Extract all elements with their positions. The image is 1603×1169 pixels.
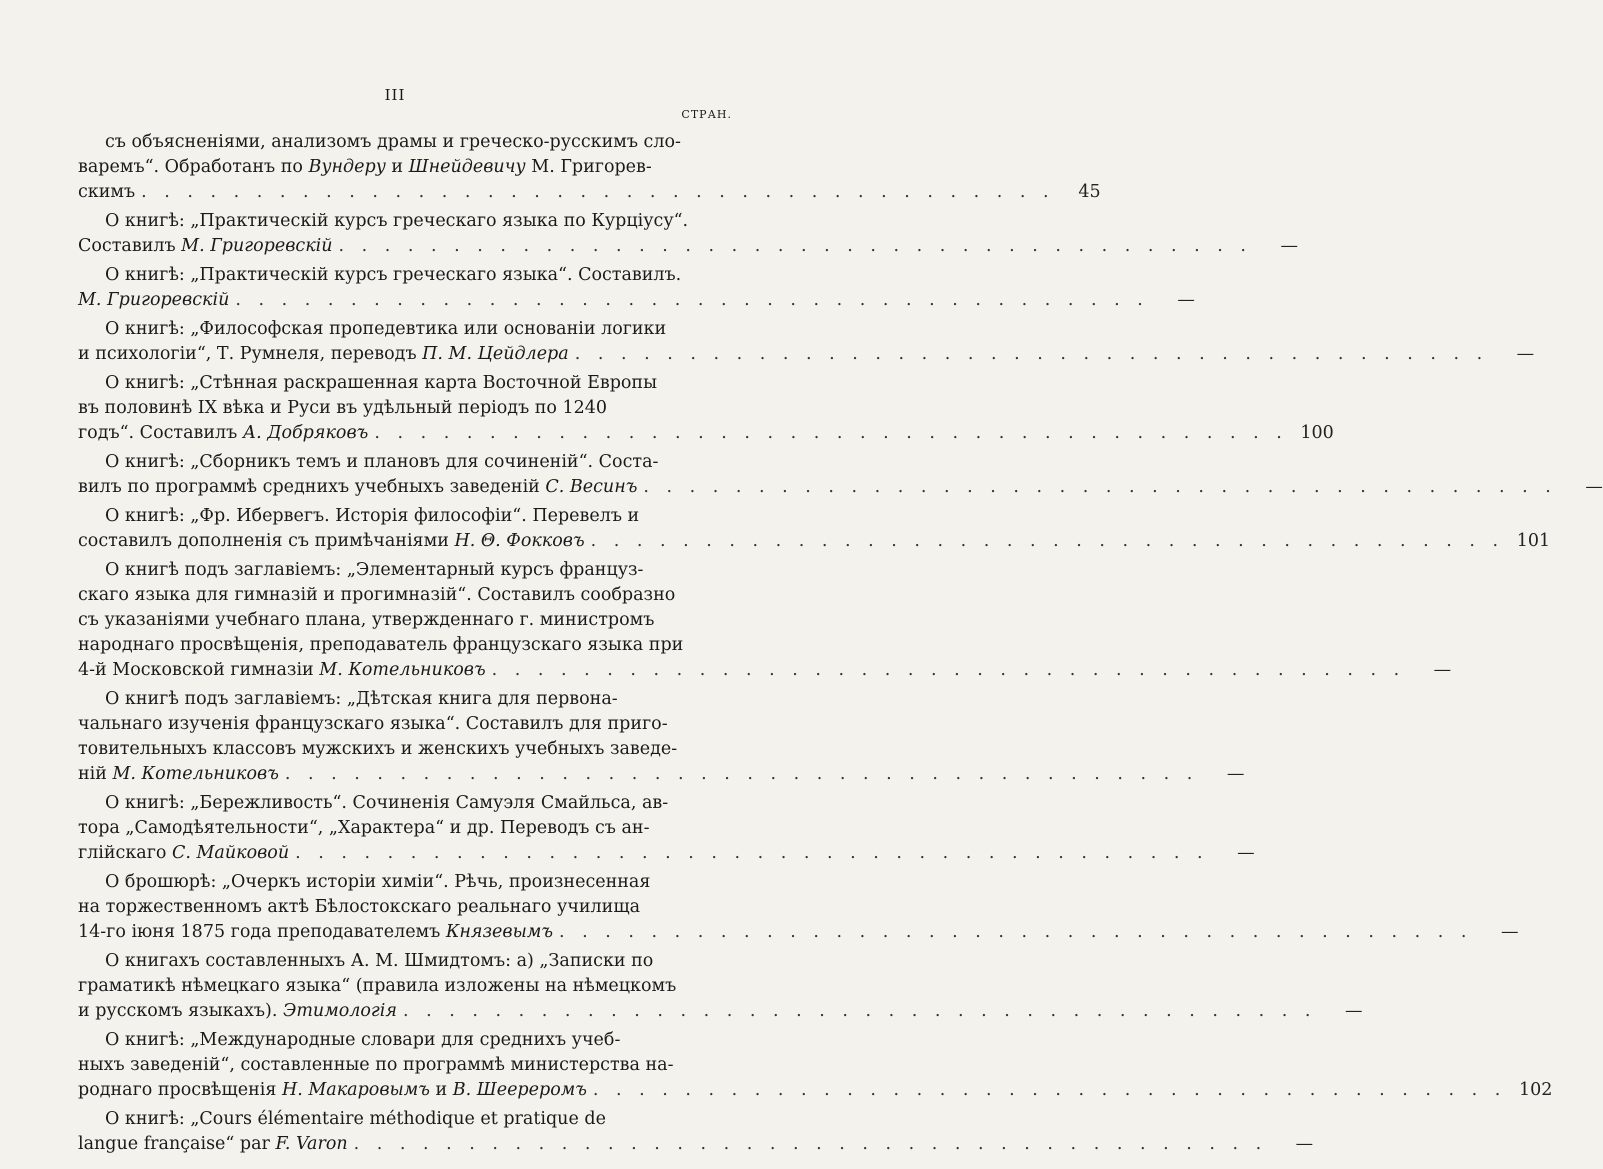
entry-text: О книгѣ: „Практическій курсъ греческаго языка“. Составилъ. <box>105 265 682 285</box>
author-name: Вундеру <box>308 157 386 177</box>
entry-text: скимъ <box>78 182 136 202</box>
contents-entry <box>78 263 1195 313</box>
entry-line <box>78 920 1519 945</box>
leader-dots: . . . . . . . . . . . . . . . . . . . . . . . . . . . . . . . . . . . . . . . . <box>592 1080 1507 1100</box>
leader-dots: . . . . . . . . . . . . . . . . . . . . . . . . . . . . . . . . . . . . . . . . <box>574 344 1489 364</box>
entry-line <box>78 816 730 841</box>
entry-line <box>78 234 1298 259</box>
entry-line <box>78 583 730 608</box>
entry-line <box>78 371 730 396</box>
entry-text: товительныхъ классовъ мужскихъ и женскихъ учебныхъ заведе- <box>78 739 678 759</box>
contents-entry <box>78 317 1535 367</box>
entry-text: ныхъ заведеній“, составленные по программѣ министерства на- <box>78 1055 674 1075</box>
entry-line <box>78 633 730 658</box>
entry-line <box>78 658 1452 683</box>
author-name: Н. Θ. Фокковъ <box>454 531 585 551</box>
entry-page-number: — <box>1226 764 1245 784</box>
contents-entry <box>78 791 1255 866</box>
leader-dots: . . . . . . . . . . . . . . . . . . . . . . . . . . . . . . . . . . . . . . . . <box>374 423 1288 443</box>
entry-text: тора „Самодѣятельности“, „Характера“ и др. Переводъ съ ан- <box>78 818 650 838</box>
table-of-contents <box>78 130 1603 1161</box>
entry-text: роднаго просвѣщенія Н. Макаровымъ и В. Шеереромъ <box>78 1080 587 1100</box>
entry-page-number: — <box>1280 236 1298 256</box>
entry-text: О книгѣ: „Практическій курсъ греческаго языка по Курціусу“. <box>105 211 689 231</box>
entry-text: годъ“. Составилъ А. Добряковъ <box>78 423 369 443</box>
entry-page-number: — <box>1344 1001 1363 1021</box>
entry-text: ній М. Котельниковъ <box>78 764 279 784</box>
entry-text: граматикѣ нѣмецкаго языка“ (правила изложены на нѣмецкомъ <box>78 976 677 996</box>
leader-dots: . . . . . . . . . . . . . . . . . . . . . . . . . . . . . . . . . . . . . . . . <box>338 236 1252 256</box>
entry-line <box>78 791 730 816</box>
entry-line <box>78 895 730 920</box>
author-name: Этимологія <box>282 1001 397 1021</box>
entry-line <box>78 1078 1553 1103</box>
author-name: М. Котельниковъ <box>319 660 486 680</box>
contents-entry <box>78 687 1245 787</box>
entry-line <box>78 317 730 342</box>
contents-entry <box>78 450 1603 500</box>
entry-line <box>78 263 730 288</box>
entry-text: О книгѣ: „Cours élémentaire méthodique et pratique de <box>105 1109 606 1129</box>
entry-line <box>78 712 730 737</box>
entry-page-number: 45 <box>1078 182 1101 202</box>
entry-line <box>78 396 730 421</box>
entry-line <box>78 608 730 633</box>
leader-dots: . . . . . . . . . . . . . . . . . . . . . . . . . . . . . . . . . . . . . . . . <box>491 660 1406 680</box>
contents-entry <box>78 371 1334 446</box>
entry-line <box>78 130 730 155</box>
entry-page-number: 101 <box>1516 531 1551 551</box>
entry-line <box>78 1132 1314 1157</box>
entry-text: съ указаніями учебнаго плана, утвержденнаго г. министромъ <box>78 610 655 630</box>
page-number: III <box>384 86 406 104</box>
author-name: М. Григоревскій <box>181 236 333 256</box>
author-name: А. Добряковъ <box>242 423 369 443</box>
entry-text: народнаго просвѣщенія, преподаватель французскаго языка при <box>78 635 684 655</box>
leader-dots: . . . . . . . . . . . . . . . . . . . . . . . . . . . . . . . . . . . . . . . . <box>402 1001 1317 1021</box>
entry-text: О книгахъ составленныхъ А. М. Шмидтомъ: а) „Записки по <box>105 951 654 971</box>
entry-line <box>78 529 1551 554</box>
author-name: Шнейдевичу <box>408 157 526 177</box>
contents-entry <box>78 130 1101 205</box>
entry-page-number: — <box>1295 1134 1314 1154</box>
author-name: В. Шеереромъ <box>452 1080 587 1100</box>
entry-text: глійскаго С. Майковой <box>78 843 290 863</box>
entry-text: О книгѣ: „Стѣнная раскрашенная карта Восточной Европы <box>105 373 658 393</box>
entry-text: О книгѣ: „Бережливость“. Сочиненія Самуэля Смайльса, ав- <box>105 793 669 813</box>
entry-text: вилъ по программѣ среднихъ учебныхъ заведеній С. Весинъ <box>78 477 638 497</box>
entry-text: О книгѣ: „Сборникъ темъ и плановъ для сочиненій“. Соста- <box>105 452 659 472</box>
author-name: F. Varon <box>275 1134 348 1154</box>
leader-dots: . . . . . . . . . . . . . . . . . . . . . . . . . . . . . . . . . . . . . . . . <box>559 922 1473 942</box>
entry-text: скаго языка для гимназій и прогимназій“. Составилъ сообразно <box>78 585 676 605</box>
entry-line <box>78 870 730 895</box>
entry-page-number: — <box>1501 922 1519 942</box>
contents-entry <box>78 209 1298 259</box>
entry-text: Составилъ М. Григоревскій <box>78 236 333 256</box>
entry-text: О книгѣ подъ заглавіемъ: „Элементарный курсъ француз- <box>105 560 644 580</box>
entry-line <box>78 687 730 712</box>
leader-dots: . . . . . . . . . . . . . . . . . . . . . . . . . . . . . . . . . . . . . . . . <box>141 182 1055 202</box>
entry-line <box>78 949 730 974</box>
entry-text: и психологіи“, Т. Румнеля, переводъ П. М. Цейдлера <box>78 344 569 364</box>
entry-line <box>78 974 730 999</box>
entry-line <box>78 209 730 234</box>
entry-line <box>78 288 1195 313</box>
entry-line <box>78 1053 730 1078</box>
entry-line <box>78 762 1245 787</box>
entry-text: съ объясненіями, анализомъ драмы и греческо-русскимъ сло- <box>105 132 681 152</box>
entry-text: О брошюрѣ: „Очеркъ исторіи химіи“. Рѣчь, произнесенная <box>105 872 651 892</box>
entry-text: 4-й Московской гимназіи М. Котельниковъ <box>78 660 486 680</box>
contents-entry <box>78 1107 1314 1157</box>
author-name: М. Котельниковъ <box>112 764 279 784</box>
entry-text <box>78 288 229 313</box>
entry-page-number: — <box>1237 843 1255 863</box>
entry-line <box>78 450 730 475</box>
leader-dots: . . . . . . . . . . . . . . . . . . . . . . . . . . . . . . . . . . . . . . . . <box>353 1134 1268 1154</box>
contents-entry <box>78 558 1452 683</box>
entry-line <box>78 504 730 529</box>
entry-text: О книгѣ: „Философская пропедевтика или основаніи логики <box>105 319 667 339</box>
leader-dots: . . . . . . . . . . . . . . . . . . . . . . . . . . . . . . . . . . . . . . . . <box>235 290 1149 310</box>
author-name: С. Весинъ <box>545 477 638 497</box>
entry-page-number: 102 <box>1518 1080 1553 1100</box>
entry-line <box>78 737 730 762</box>
entry-text: чальнаго изученія французскаго языка“. Составилъ для приго- <box>78 714 668 734</box>
entry-page-number: — <box>1433 660 1452 680</box>
page-column-label: СТРАН. <box>681 108 732 121</box>
author-name: П. М. Цейдлера <box>422 344 569 364</box>
entry-line <box>78 180 1101 205</box>
entry-text: на торжественномъ актѣ Бѣлостокскаго реальнаго училища <box>78 897 641 917</box>
entry-text: О книгѣ: „Международные словари для среднихъ учеб- <box>105 1030 621 1050</box>
entry-page-number: 100 <box>1300 423 1334 443</box>
entry-line <box>78 558 730 583</box>
entry-line <box>78 475 1603 500</box>
entry-text: langue française“ par F. Varon <box>78 1134 348 1154</box>
entry-text: въ половинѣ IX вѣка и Руси въ удѣльный періодъ по 1240 <box>78 398 608 418</box>
author-name: Князевымъ <box>445 922 554 942</box>
entry-page-number: — <box>1177 290 1195 310</box>
entry-line <box>78 155 730 180</box>
author-name: Н. Макаровымъ <box>281 1080 430 1100</box>
entry-line <box>78 1028 730 1053</box>
entry-text: О книгѣ: „Фр. Ибервегъ. Исторія философіи“. Перевелъ и <box>105 506 640 526</box>
author-name: М. Григоревскій <box>78 290 230 310</box>
entry-page-number: — <box>1516 344 1535 364</box>
entry-line <box>78 342 1535 367</box>
entry-line <box>78 999 1363 1024</box>
contents-entry <box>78 1028 1553 1103</box>
entry-page-number: — <box>1585 477 1603 497</box>
entry-line <box>78 841 1255 866</box>
leader-dots: . . . . . . . . . . . . . . . . . . . . . . . . . . . . . . . . . . . . . . . . <box>590 531 1505 551</box>
entry-line <box>78 421 1334 446</box>
contents-entry <box>78 504 1551 554</box>
entry-text: составилъ дополненія съ примѣчаніями Н. Θ. Фокковъ <box>78 531 585 551</box>
entry-text: О книгѣ подъ заглавіемъ: „Дѣтская книга для первона- <box>105 689 618 709</box>
contents-entry <box>78 870 1519 945</box>
author-name: С. Майковой <box>172 843 290 863</box>
entry-text: варемъ“. Обработанъ по Вундеру и Шнейдевичу М. Григорев- <box>78 157 652 177</box>
leader-dots: . . . . . . . . . . . . . . . . . . . . . . . . . . . . . . . . . . . . . . . . <box>284 764 1199 784</box>
entry-text: и русскомъ языкахъ). Этимологія <box>78 1001 397 1021</box>
leader-dots: . . . . . . . . . . . . . . . . . . . . . . . . . . . . . . . . . . . . . . . . <box>295 843 1209 863</box>
entry-line <box>78 1107 730 1132</box>
leader-dots: . . . . . . . . . . . . . . . . . . . . . . . . . . . . . . . . . . . . . . . . <box>643 477 1557 497</box>
entry-text: 14-го іюня 1875 года преподавателемъ Князевымъ <box>78 922 554 942</box>
contents-entry <box>78 949 1363 1024</box>
